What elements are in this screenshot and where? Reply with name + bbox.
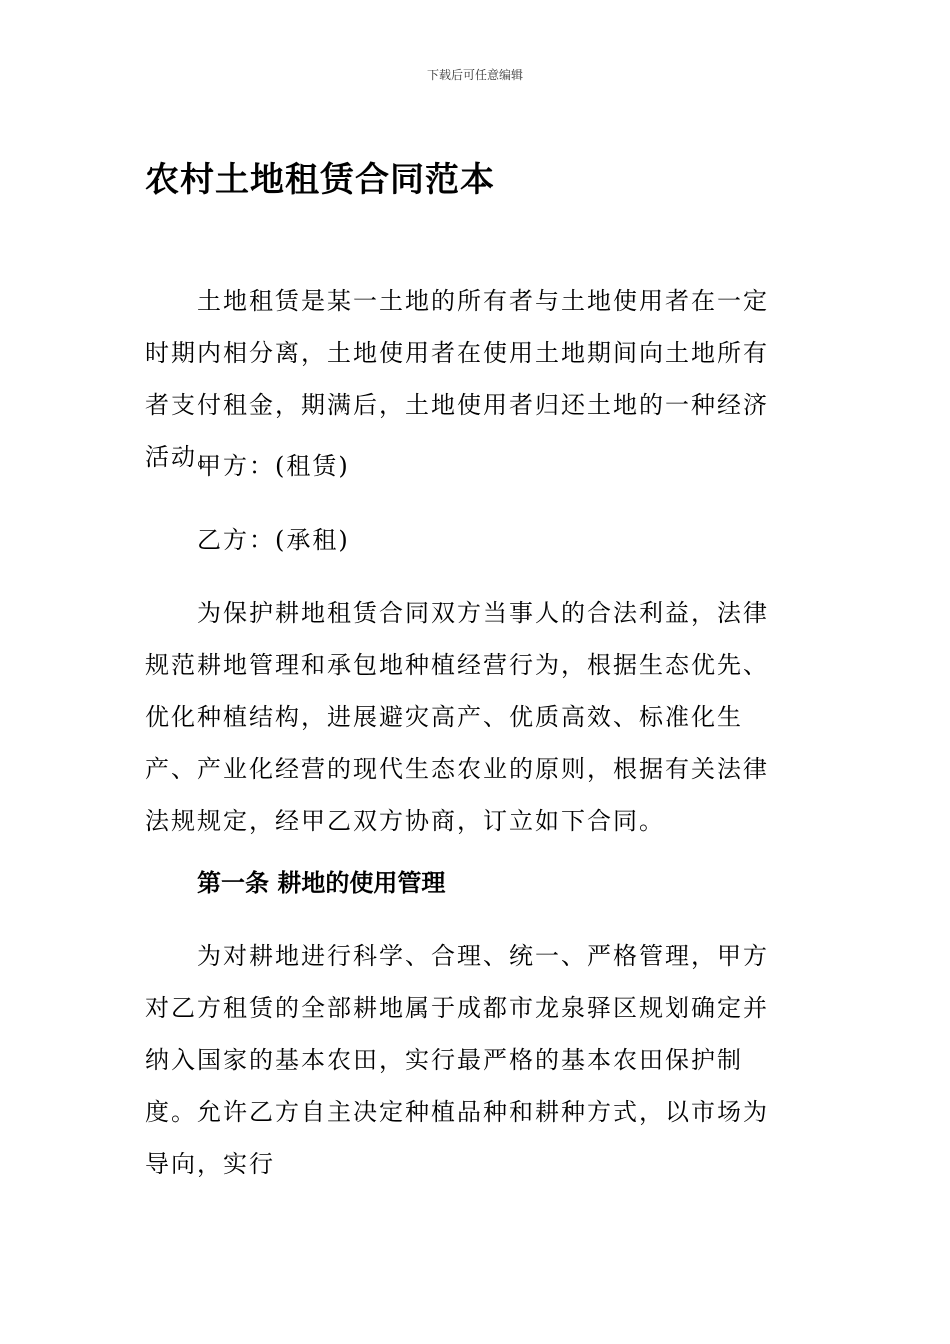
- party-a-line: 甲方：(租赁): [197, 452, 350, 480]
- section-1-paragraph: 为对耕地进行科学、合理、统一、严格管理，甲方对乙方租赁的全部耕地属于成都市龙泉驿区规划确定并纳入国家的基本农田，实行最严格的基本农田保护制度。允许乙方自主决定种植品种和耕种方式，以市场为导向，实行: [145, 942, 769, 1178]
- party-b-line: 乙方：(承租): [197, 526, 350, 554]
- purpose-paragraph: 为保护耕地租赁合同双方当事人的合法利益，法律规范耕地管理和承包地种植经营行为，根据生态优先、优化种植结构，进展避灾高产、优质高效、标准化生产、产业化经营的现代生态农业的原则，根据有关法律法规规定，经甲乙双方协商，订立如下合同。: [145, 599, 769, 835]
- document-title: 农村土地租赁合同范本: [145, 160, 495, 200]
- section-1-heading: 第一条 耕地的使用管理: [197, 869, 446, 897]
- page-header-note: 下载后可任意编辑: [426, 68, 523, 82]
- intro-paragraph: 土地租赁是某一土地的所有者与土地使用者在一定时期内相分离，土地使用者在使用土地期间向土地所有者支付租金，期满后，土地使用者归还土地的一种经济活动。: [145, 287, 769, 471]
